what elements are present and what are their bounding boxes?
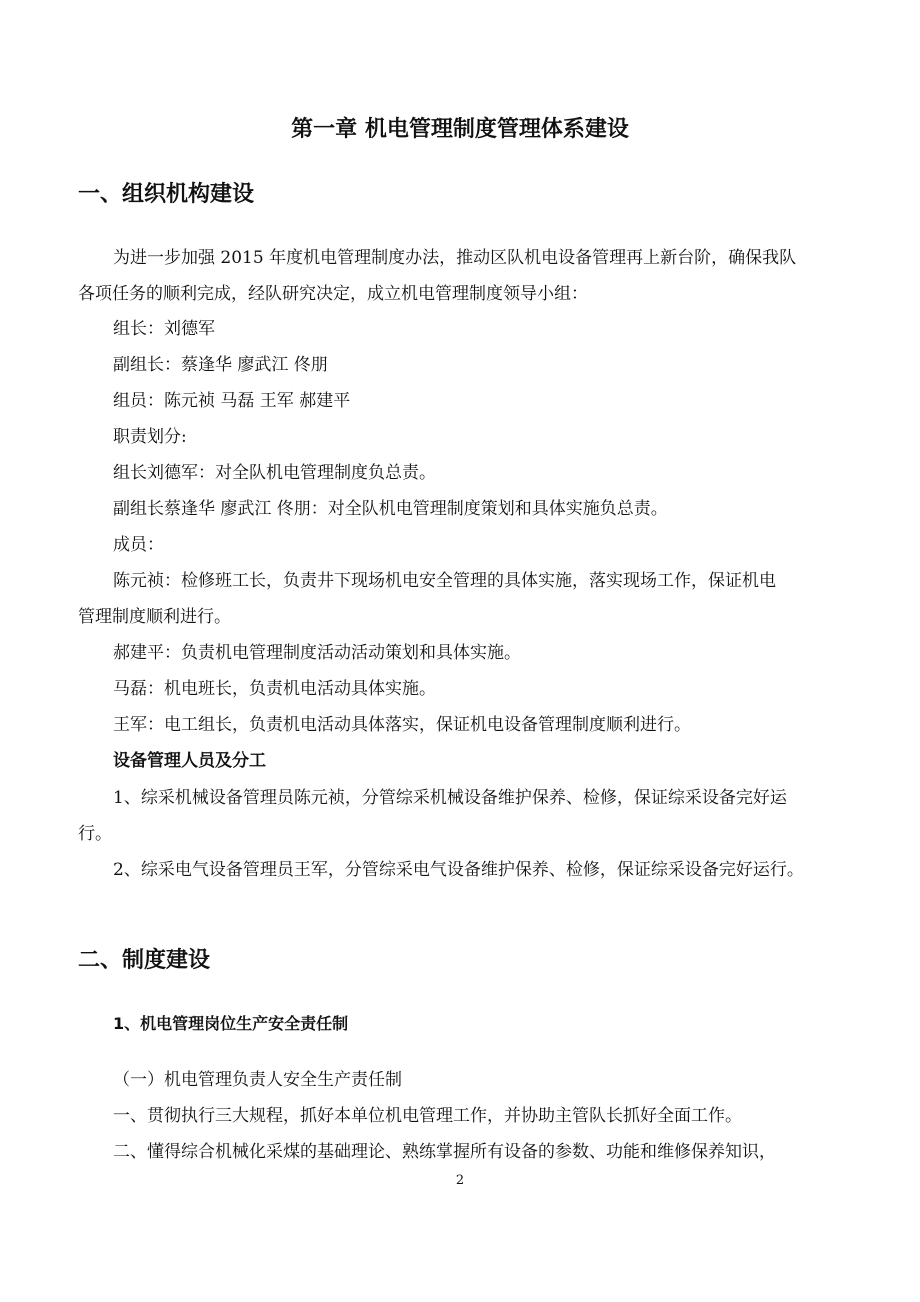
deputy-leaders-line: 副组长：蔡逢华 廖武江 佟朋 (113, 355, 328, 375)
rule-2: 二、懂得综合机械化采煤的基础理论、熟练掌握所有设备的参数、功能和维修保养知识， (113, 1142, 776, 1162)
page-number: 2 (455, 1173, 465, 1188)
equip2-line: 2、综采电气设备管理员王军，分管综采电气设备维护保养、检修，保证综采设备完好运行。 (113, 860, 804, 880)
equipment-heading: 设备管理人员及分工 (113, 751, 266, 771)
duty-chen-line-2: 管理制度顺利进行。 (78, 607, 231, 627)
rule-1: 一、贯彻执行三大规程，抓好本单位机电管理工作，并协助主管队长抓好全面工作。 (113, 1106, 742, 1126)
duty-ma: 马磊：机电班长，负责机电活动具体实施。 (113, 679, 436, 699)
item-title: （一）机电管理负责人安全生产责任制 (113, 1070, 402, 1090)
intro-line-1: 为进一步加强 2015 年度机电管理制度办法，推动区队机电设备管理再上新台阶，确保我队 (113, 248, 797, 268)
duty-chen-line-1: 陈元祯：检修班工长，负责井下现场机电安全管理的具体实施，落实现场工作，保证机电 (113, 571, 776, 591)
intro-line-2: 各项任务的顺利完成，经队研究决定，成立机电管理制度领导小组： (78, 284, 588, 304)
duty-deputy: 副组长蔡逢华 廖武江 佟朋：对全队机电管理制度策划和具体实施负总责。 (113, 499, 668, 519)
section2-heading: 二、制度建设 (78, 948, 211, 973)
members-title: 成员： (113, 535, 164, 555)
members-line: 组员：陈元祯 马磊 王军 郝建平 (113, 391, 351, 411)
equip1-line-1: 1、综采机械设备管理员陈元祯，分管综采机械设备维护保养、检修，保证综采设备完好运 (113, 788, 787, 808)
leader-line: 组长：刘德军 (113, 319, 215, 339)
chapter-title: 第一章 机电管理制度管理体系建设 (291, 117, 629, 142)
duty-leader: 组长刘德军：对全队机电管理制度负总责。 (113, 463, 436, 483)
section1-heading: 一、组织机构建设 (78, 182, 255, 207)
section2-subheading: 1、机电管理岗位生产安全责任制 (113, 1014, 349, 1033)
duty-title: 职责划分: (113, 427, 187, 447)
duty-hao: 郝建平：负责机电管理制度活动活动策划和具体实施。 (113, 643, 521, 663)
equip1-line-2: 行。 (78, 824, 112, 844)
duty-wang: 王军：电工组长，负责机电活动具体落实，保证机电设备管理制度顺利进行。 (113, 715, 691, 735)
